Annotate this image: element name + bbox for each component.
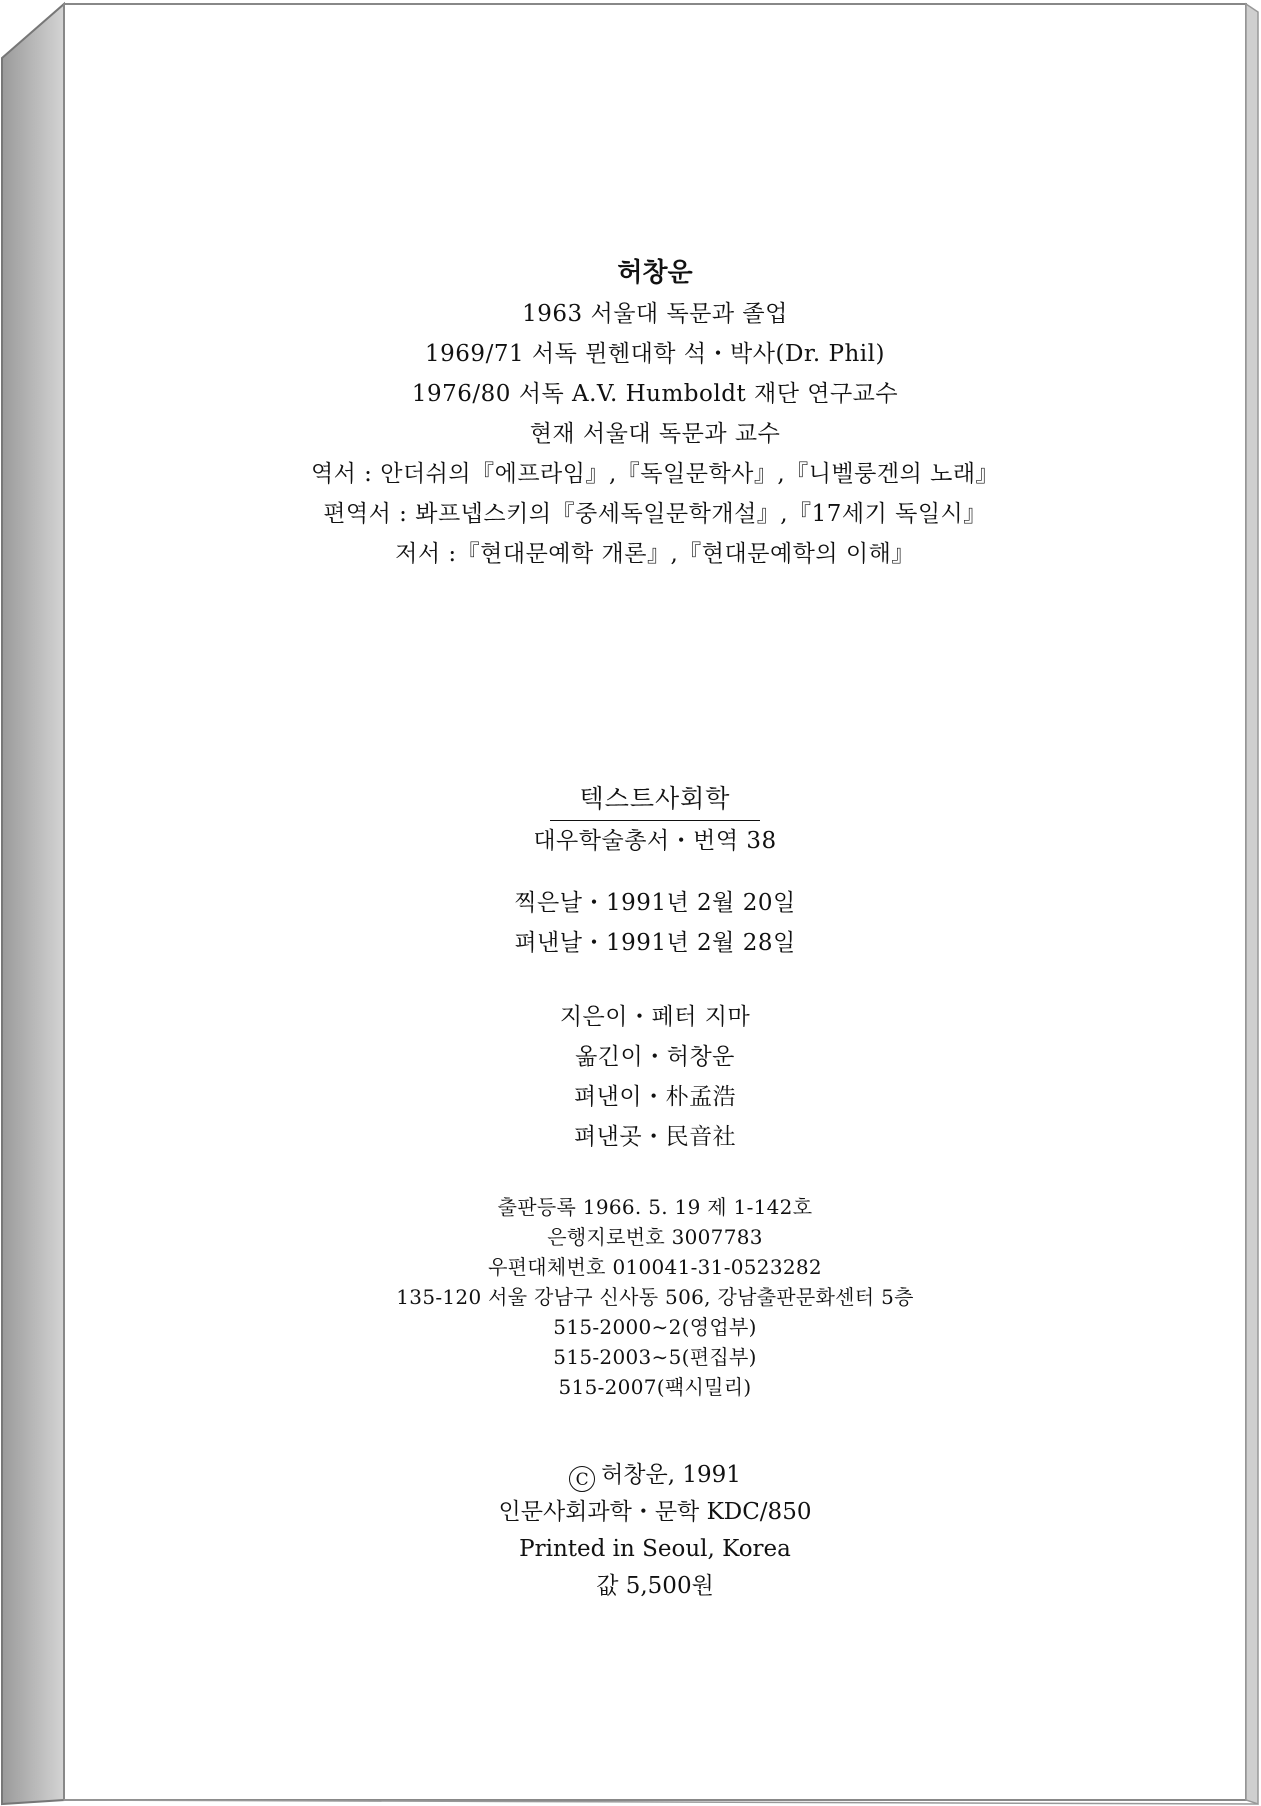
book-edge [1246, 4, 1258, 1804]
imprint-block [64, 780, 1246, 1157]
printed-date: 찍은날・1991년 2월 20일 [514, 890, 796, 916]
bio-line: 1969/71 서독 뮌헨대학 석・박사(Dr. Phil) [425, 341, 885, 367]
book-spine [2, 4, 64, 1804]
bio-line: 저서 :『현대문예학 개론』,『현대문예학의 이해』 [395, 541, 915, 567]
publisher-place-line: 펴낸곳・民音社 [573, 1124, 737, 1150]
author-name: 허창운 [617, 258, 693, 288]
publisher-person-line: 펴낸이・朴孟浩 [573, 1084, 737, 1110]
bio-line: 1963 서울대 독문과 졸업 [522, 301, 788, 327]
bio-line: 편역서 : 봐프넵스키의『중세독일문학개설』,『17세기 독일시』 [323, 501, 987, 527]
copyright-text: 허창운, 1991 [601, 1462, 741, 1488]
address-line: 135-120 서울 강남구 신사동 506, 강남출판문화센터 5층 [396, 1285, 914, 1309]
published-date: 펴낸날・1991년 2월 28일 [514, 930, 796, 956]
printed-in-line: Printed in Seoul, Korea [519, 1536, 791, 1562]
writer-line: 지은이・페터 지마 [559, 1004, 751, 1030]
classification-line: 인문사회과학・문학 KDC/850 [498, 1499, 812, 1525]
phone-line: 515-2000∼2(영업부) [553, 1315, 757, 1339]
colophon-block [64, 1457, 1246, 1605]
book-title: 텍스트사회학 [550, 780, 761, 821]
price-line: 값 5,500원 [596, 1573, 714, 1599]
translator-line: 옮긴이・허창운 [575, 1044, 735, 1070]
copyright-line [64, 1457, 1246, 1494]
registration-line: 출판등록 1966. 5. 19 제 1-142호 [497, 1195, 813, 1219]
registration-line: 우편대체번호 010041-31-0523282 [488, 1255, 822, 1279]
bio-line: 역서 : 안더쉬의『에프라임』,『독일문학사』,『니벨룽겐의 노래』 [310, 461, 1000, 487]
copyright-page [64, 4, 1246, 1798]
author-bio-block [64, 252, 1246, 574]
copyright-icon: C [569, 1466, 595, 1492]
registration-block [64, 1192, 1246, 1402]
phone-line: 515-2003∼5(편집부) [553, 1345, 757, 1369]
fax-line: 515-2007(팩시밀리) [558, 1375, 752, 1399]
series-line: 대우학술총서・번역 38 [533, 828, 777, 854]
bio-line: 1976/80 서독 A.V. Humboldt 재단 연구교수 [411, 381, 899, 407]
bio-line: 현재 서울대 독문과 교수 [529, 421, 781, 447]
registration-line: 은행지로번호 3007783 [547, 1225, 763, 1249]
